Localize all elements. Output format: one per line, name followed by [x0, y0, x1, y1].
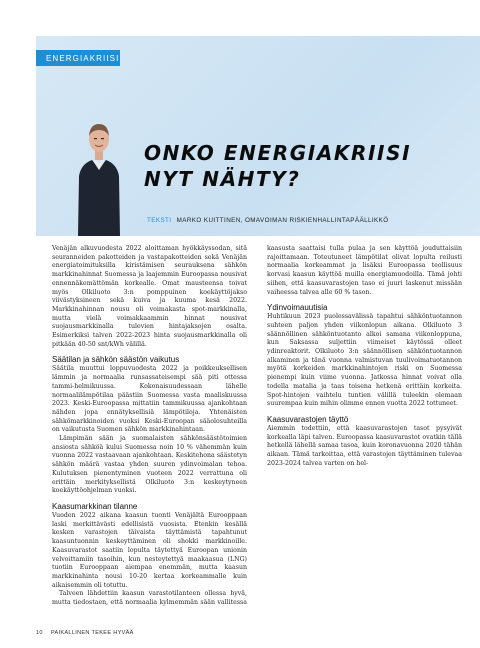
- title-line-1: ONKO ENERGIAKRIISI: [144, 141, 412, 165]
- subheading: Ydinvoimauutisia: [267, 303, 328, 313]
- section-tag: ENERGIAKRIISI: [36, 50, 120, 66]
- paragraph: Aiemmin todettiin, että kaasuvarastojen tasot pysyivät korkealla läpi talven. Euroopassa kaasuvarastot ovatkin tällä hetkellä lähellä samaa tasoa, kuin koronavuonna 2020 tähän aikaan. Tämä tarkoittaa, että varastojen täyttäminen tulevaa 2023-2024 talvea varten on hel-: [267, 424, 462, 467]
- article-body: [52, 245, 462, 615]
- paragraph: Vuoden 2022 aikana kaasun tuonti Venäjältä Eurooppaan laski merkittävästi edellisistä vuosista. Etenkin kesällä kesken varastojen täivaista täyttämistä tapahtunut kaasuntuonnin keskeyttäminen oli shokki markkinoille. Kaasuvarastot saatiin lopulta täytettyä Euroopan unionin velvoittamiin tasoihin, kun nesteytettyä maakaasua (LNG) tuotiin Eurooppaan aiempaa enemmän, mutta kaasun markkinahinta nousi 10-20 kertaa korkeammalle kuin aikaisemmin oli totuttu.: [52, 511, 247, 589]
- paragraph: Säätila muuttui loppuvuodesta 2022 ja poikkeuksellisen lämmin ja normaalia runsassateisempi sää piti ottessa tammi-helmikuussa. Kokonaisuudessaan lähelle normaalilämpötilaa päästiin Suomessa vasta maaliskuussa 2023. Keski-Euroopassa mittatiin tammikuussa ajankohtaan nähden jopa ennätyksellisiä lämpötiloja. Yhtenäisten sähkömarkkinoiden vuoksi Keski-Euroopan sääolosuhteilla on vaikutusta Suomen sähkön markkinahintaan.: [52, 365, 247, 434]
- article-page: [36, 36, 480, 626]
- byline-author: MARKO KUITTINEN, OMAVOIMAN RISKIENHALLINTAPÄÄLLIKKÖ: [176, 217, 389, 224]
- subheading: Kaasuvarastojen täyttö: [267, 414, 349, 424]
- paragraph: Talveen lähdettiin kaasun varastotilanteen ollessa hyvä, mutta tiedostaen, että normaalia kylmemmän sään vallitessa kaasusta saattaisi tulla pulaa ja sen käyttöä jouduttaisiin rajoittamaan. Toteutuneet lämpötilat olivat lopulta reilusti normaalia korkeammat ja lisäksi Euroopassa teollisuus korvasi kaasun käyttöä muilla energiamuodoilla. Tämä johti siihen, että kaasuvarastojen taso ei juuri laskenut missään vaiheessa talvea alle 60 % tason.: [52, 245, 462, 607]
- byline-label: TEKSTI: [147, 217, 172, 224]
- page-footer: [36, 626, 480, 640]
- paragraph: Huhtikuun 2023 puolessavälissä tapahtui sähköntuotannon suhteen paljon yhden viikonlopun aikana. Olkiluoto 3 säännöllinen sähköntuotanto alkoi samana viikonloppuna, kun Saksassa suljettiin viimeiset käytössä olleet ydinreaktorit. Olkiluoto 3:n säännöllisen sähköntuotannon alkaminen ja tänä vuonna valmistuvan tuulivoimatuotannon myötä korkeiden markkinahintojen riski on Suomessa pienempi kuin viime vuonna. Jatkossa hinnat voivat olla todella matalia ja taas toisena hetkenä erittäin korkeita. Spot-hintojen vaihtelu tuntien välillä tuleekin olemaan suurempaa kuin mihin olimme ennen vuotta 2022 tottuneet.: [267, 313, 462, 408]
- paragraph: Lämpimän sään ja suomalaisten sähkönsäästötoimien ansiosta sähköä kului Suomessa noin 10 % vähemmän kuin vuonna 2022 vastaavaan ajankohtaan. Keskitehona säästetyn sähkön määrä vastaa yhden suuren ydinvoimalan tehoa. Kulutuksen pienentyminen vuoteen 2022 verrattuna oli erittäin merkityksellistä Olkiluoto 3:n keskeytyneen koekäyttöohjelman vuoksi.: [52, 435, 247, 495]
- page-number: 10: [36, 630, 43, 636]
- article-title: [144, 140, 464, 192]
- subheading: Kaasumarkkinan tilanne: [52, 501, 138, 511]
- title-line-2: NYT NÄHTY?: [144, 167, 301, 191]
- subheading: Säätilan ja sähkön säästön vaikutus: [52, 355, 180, 365]
- hero-banner: [36, 36, 480, 236]
- author-portrait: [76, 114, 122, 236]
- publication-name: PAIKALLINEN TEKEE HYVÄÄ: [50, 630, 134, 636]
- paragraph: Venäjän alkuvuodesta 2022 aloittaman hyökkäyssodan, sitä seuranneiden pakotteiden ja vastapakotteiden sekä Venäjän energiatoimituksilla kiristämisen seurauksena sähkön markkinahinnat Suomessa ja laajemmin Euroopassa nousivat ennennäkemättömän korkealle. Omat mausteensa toivat myös Olkiluoto 3:n pomppuinen koekäyttöjakso viivästyksineen sekä kuiva ja kuuma kesä 2022. Markkinahinnan nousu oli voimakasta spot-markkinalla, mutta vielä voimakkaammin hinnat nousivat suojausmarkkinalla tulevien hintajaksojen osalta. Esimerkiksi talven 2022-2023 hinta suojausmarkkinalla oli pitkään 40-50 snt/kWh välillä.: [52, 245, 247, 348]
- byline: [147, 217, 467, 224]
